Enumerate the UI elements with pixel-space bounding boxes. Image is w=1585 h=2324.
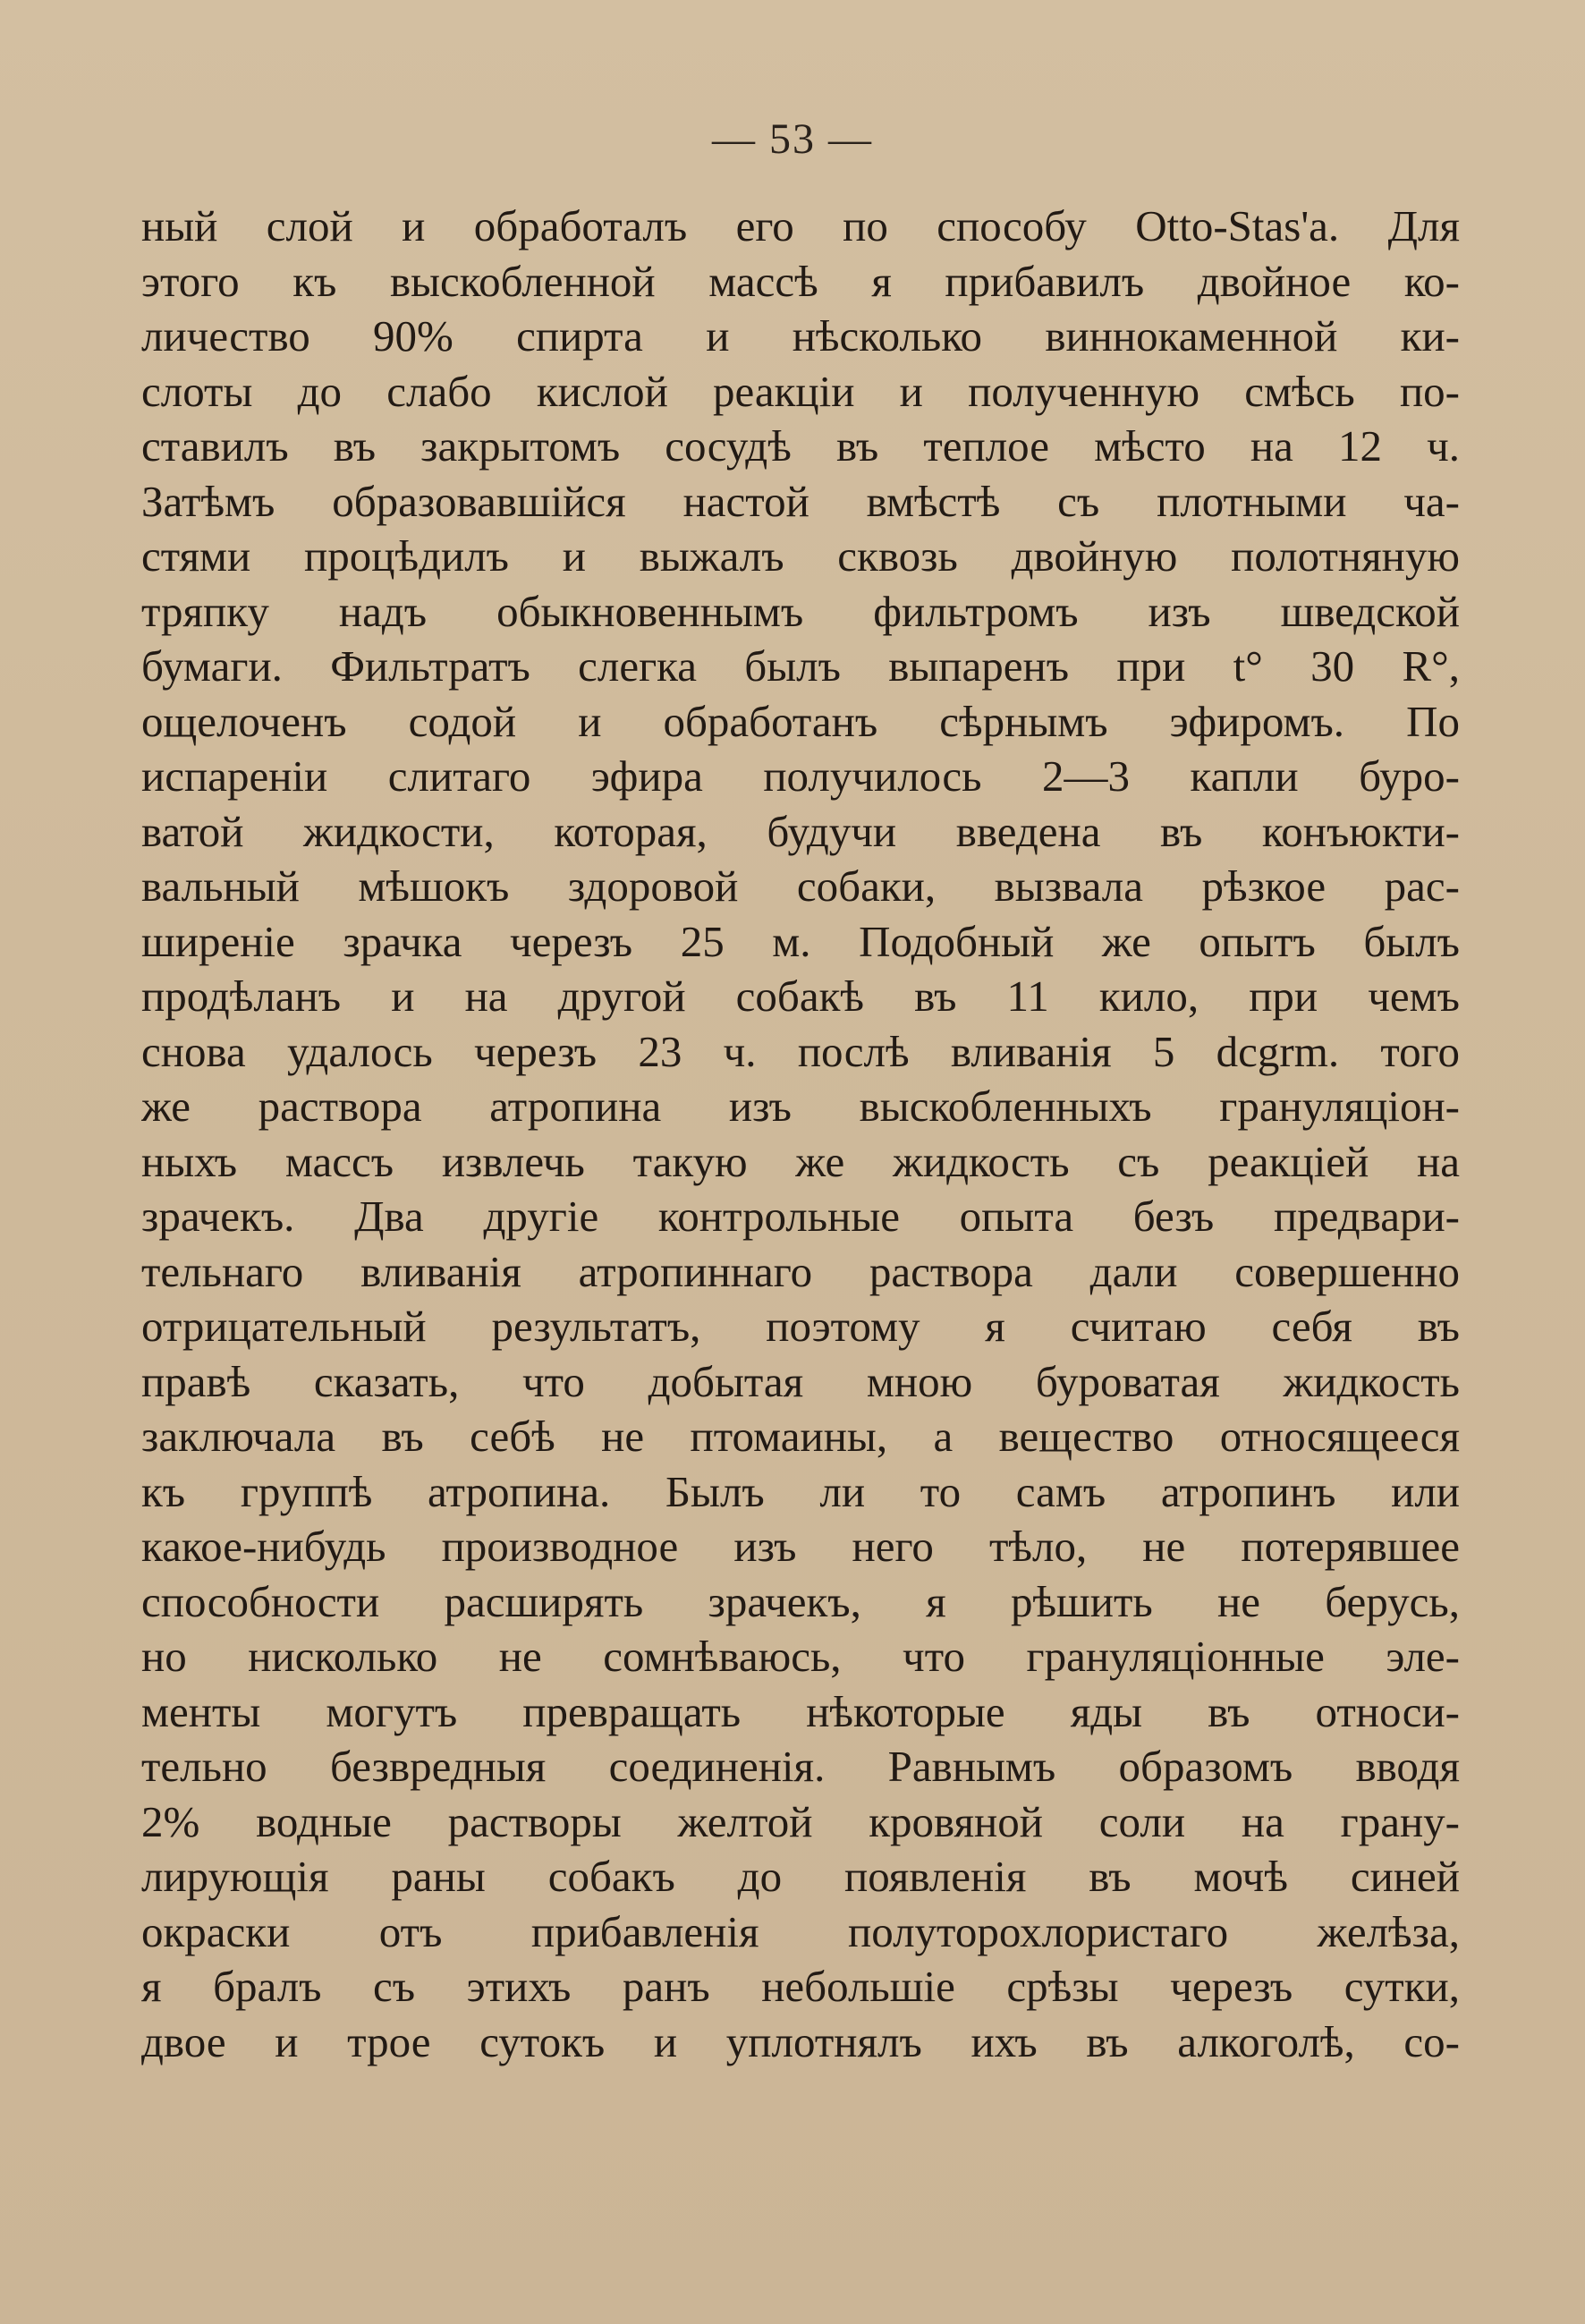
text-line: ширеніе зрачка черезъ 25 м. Подобный же опытъ былъ [141, 916, 1460, 966]
text-line: отрицательный результатъ, поэтому я считаю себя въ [141, 1302, 1460, 1351]
text-line: бумаги. Фильтратъ слегка былъ выпаренъ при t° 30 R°, [141, 641, 1460, 691]
text-line: лирующія раны собакъ до появленія въ мочѣ синей [141, 1852, 1460, 1901]
text-line: менты могутъ превращать нѣкоторые яды въ относи- [141, 1686, 1460, 1736]
text-line: этого къ выскобленной массѣ я прибавилъ двойное ко- [141, 256, 1460, 306]
text-line: слоты до слабо кислой реакціи и полученную смѣсь по- [141, 366, 1460, 416]
text-line: тряпку надъ обыкновеннымъ фильтромъ изъ шведской [141, 586, 1460, 636]
body-text [141, 199, 1460, 2069]
text-line: ныхъ массъ извлечь такую же жидкость съ реакціей на [141, 1136, 1460, 1186]
text-line: я бралъ съ этихъ ранъ небольшіе срѣзы черезъ сутки, [141, 1962, 1460, 2011]
text-line: тельнаго вливанія атропиннаго раствора дали совершенно [141, 1246, 1460, 1296]
text-line: правѣ сказать, что добытая мною буроватая жидкость [141, 1356, 1460, 1406]
page-number: — 53 — [712, 115, 873, 163]
text-line: 2% водные растворы желтой кровяной соли на грану- [141, 1796, 1460, 1846]
text-line: заключала въ себѣ не птомаины, а вещество относящееся [141, 1412, 1460, 1461]
text-line: снова удалось черезъ 23 ч. послѣ вливанія 5 dcgrm. того [141, 1026, 1460, 1076]
text-line: же раствора атропина изъ выскобленныхъ грануляціон- [141, 1081, 1460, 1131]
text-line: личество 90% спирта и нѣсколько виннокаменной ки- [141, 311, 1460, 360]
text-line: ставилъ въ закрытомъ сосудѣ въ теплое мѣсто на 12 ч. [141, 421, 1460, 471]
text-line: тельно безвредныя соединенія. Равнымъ образомъ вводя [141, 1742, 1460, 1791]
text-line: ный слой и обработалъ его по способу Otto-Stas'a. Для [141, 201, 1460, 250]
text-line: вальный мѣшокъ здоровой собаки, вызвала рѣзкое рас- [141, 861, 1460, 911]
text-line: какое-нибудь производное изъ него тѣло, не потерявшее [141, 1522, 1460, 1571]
text-line: продѣланъ и на другой собакѣ въ 11 кило, при чемъ [141, 971, 1460, 1021]
text-line: ватой жидкости, которая, будучи введена въ конъюкти- [141, 806, 1460, 856]
text-line: но нисколько не сомнѣваюсь, что грануляціонные эле- [141, 1632, 1460, 1681]
text-line: къ группѣ атропина. Былъ ли то самъ атропинъ или [141, 1466, 1460, 1516]
text-line: стями процѣдилъ и выжалъ сквозь двойную полотняную [141, 531, 1460, 581]
text-line: способности расширять зрачекъ, я рѣшить не берусь, [141, 1576, 1460, 1626]
text-line: ощелоченъ содой и обработанъ сѣрнымъ эфиромъ. По [141, 696, 1460, 746]
text-line: испареніи слитаго эфира получилось 2—3 капли буро- [141, 751, 1460, 801]
text-line: окраски отъ прибавленія полуторохлористаго желѣза, [141, 1906, 1460, 1956]
text-line: двое и трое сутокъ и уплотнялъ ихъ въ алкоголѣ, со- [141, 2016, 1460, 2066]
text-line: Затѣмъ образовавшійся настой вмѣстѣ съ плотными ча- [141, 476, 1460, 526]
text-line: зрачекъ. Два другіе контрольные опыта безъ предвари- [141, 1192, 1460, 1241]
